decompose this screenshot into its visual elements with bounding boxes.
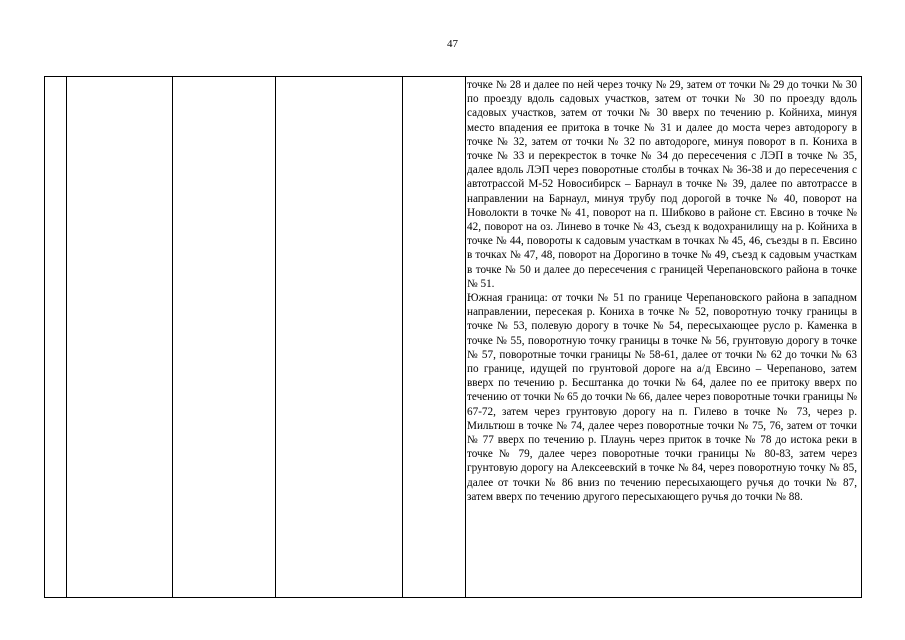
boundary-paragraph-continuation: точке № 28 и далее по ней через точку № 29, затем от точки № 29 до точки № 30 по проезду вдоль садовых участков, затем от точки № 30 по проезду вдоль садовых участков, затем от точки № 30 вверх по течению р. Койниха, минуя место впадения ее притока в точке № 31 и далее до моста через автодорогу в точке № 32, затем от точки № 32 по автодороге, минуя поворот в п. Кониха в точке № 33 и перекресток в точке № 34 до пересечения с ЛЭП в точке № 35, далее вдоль ЛЭП через поворотные столбы в точках № 36-38 и до пересечения с автотрассой М-52 Новосибирск – Барнаул в точке № 39, далее по автотрассе в направлении на Барнаул, минуя трубу под дорогой в точке № 40, поворот на Новолокти в точке № 41, поворот на п. Шибково в районе ст. Евсино в точке № 42, поворот на оз. Линево в точке № 43, съезд к водохранилищу на р. Койниха в точке № 44, повороты к садовым участкам в точках № 45, 46, съезды в п. Евсино в точках № 47, 48, поворот на Дорогино в точке № 49, съезд к садовым участкам в точке № 50 и далее до пересечения с границей Черепановского района в точке № 51. [467, 79, 857, 290]
column-divider [66, 77, 67, 597]
boundary-description-cell [467, 77, 859, 504]
column-divider [275, 77, 276, 597]
boundary-paragraph-south: Южная граница: от точки № 51 по границе Черепановского района в западном направлении, пересекая р. Кониха в точке № 52, поворотную точку границы в точке № 53, полевую дорогу в точке № 54, пересыхающее русло р. Каменка в точке № 55, поворотную точку границы в точке № 56, грунтовую дорогу в точке № 57, поворотные точки границы № 58-61, далее от точки № 62 до точки № 63 по границе, идущей по грунтовой дороге на а/д Евсино – Черепаново, затем вверх по течению р. Бесштанка до точки № 64, далее по ее притоку вверх по течению от точки № 65 до точки № 66, далее через поворотные точки границы № 67-72, затем через грунтовую дорогу на п. Гилево в точке № 73, через р. Мильтюш в точке № 74, далее через поворотные точки № 75, 76, затем от точки № 77 вверх по течению р. Плаунь через приток в точке № 78 до истока реки в точке № 79, далее через поворотные точки границы № 80-83, затем через грунтовую дорогу на Алексеевский в точке № 84, через поворотную точку № 85, далее от точки № 86 вниз по течению пересыхающего ручья до точки № 87, затем вверх по течению другого пересыхающего ручья до точки № 88. [467, 292, 857, 503]
page-number: 47 [447, 38, 458, 50]
column-divider [465, 77, 466, 597]
boundary-table [44, 76, 862, 598]
column-divider [402, 77, 403, 597]
column-divider [172, 77, 173, 597]
